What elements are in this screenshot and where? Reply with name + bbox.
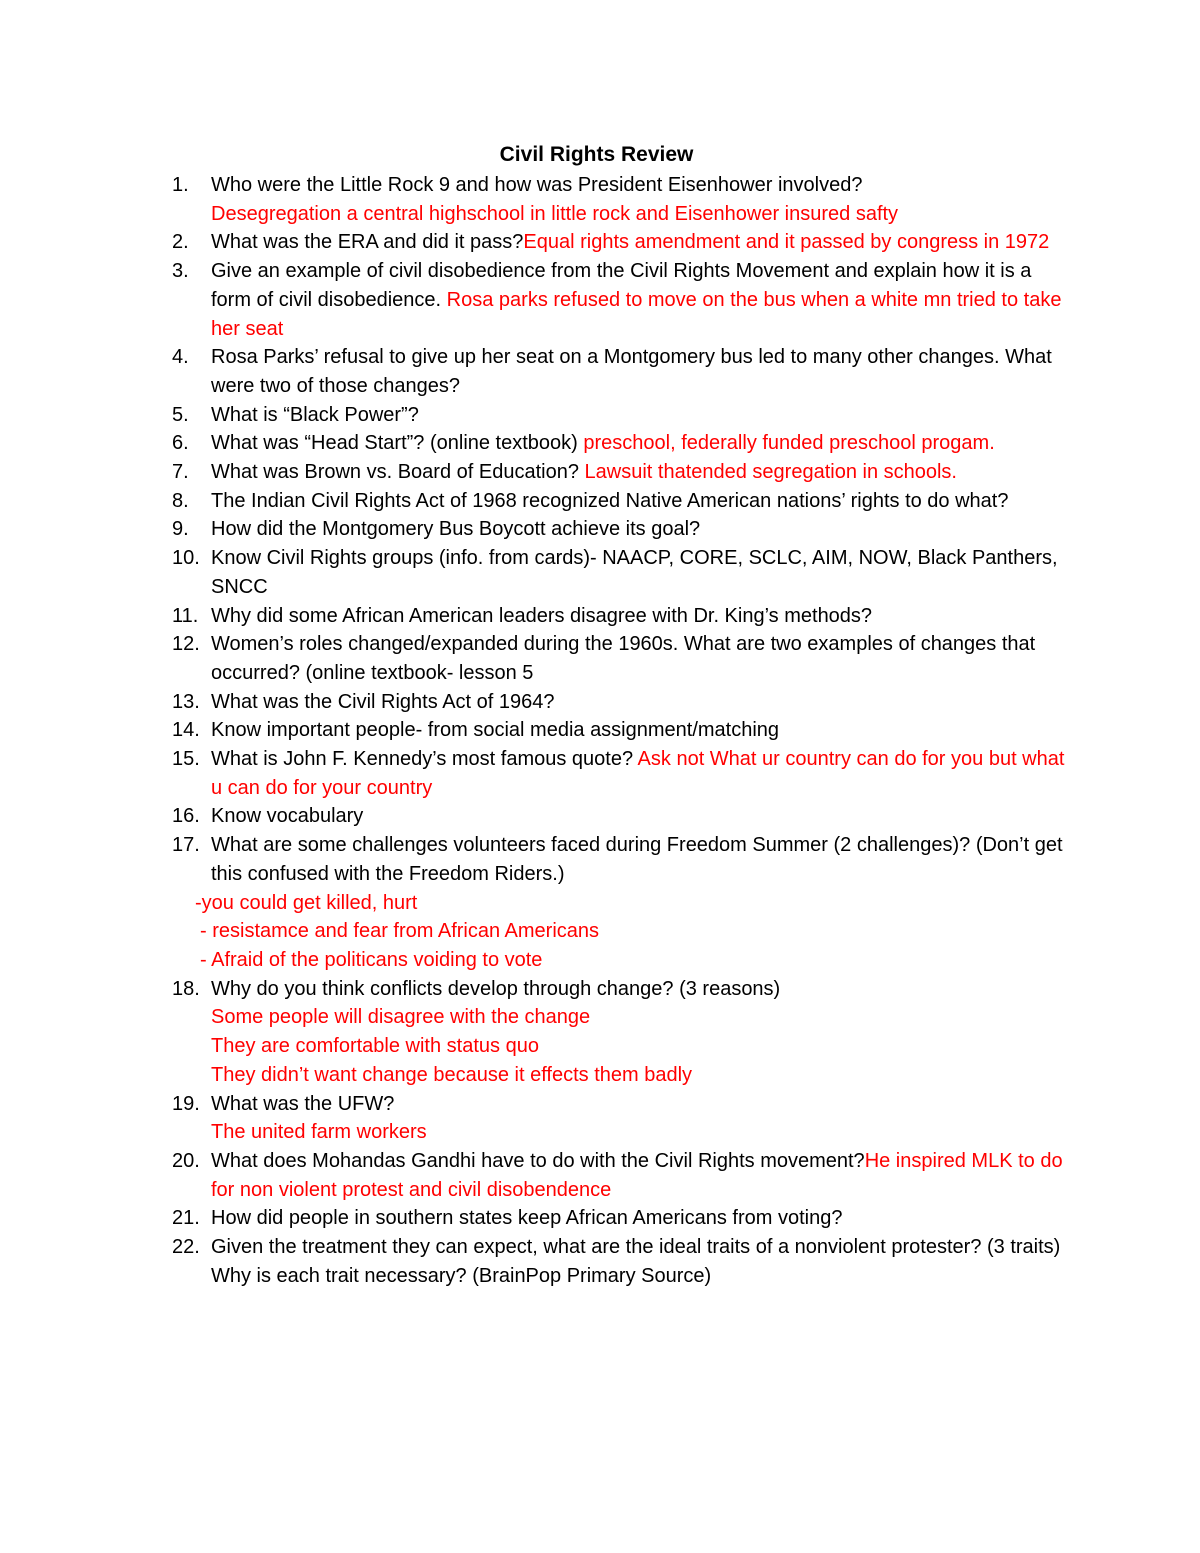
- question-number: 19.: [172, 1092, 200, 1115]
- answer-text: Rosa parks refused to move on the bus when a white mn tried to take her seat: [211, 288, 1062, 340]
- question-text: Women’s roles changed/expanded during the 1960s. What are two examples of changes that occurred? (online textbook- lesson 5: [211, 633, 1036, 684]
- answer-text: Equal rights amendment and it passed by congress in 1972: [523, 231, 1050, 254]
- question-text: Give an example of civil disobedience from the Civil Rights Movement and explain how it is a form of civil disobedience.: [211, 260, 1032, 311]
- question-number: 16.: [172, 805, 200, 828]
- question-text: Why did some African American leaders disagree with Dr. King’s methods?: [211, 604, 873, 627]
- question-item: [172, 688, 1072, 717]
- question-item: [172, 975, 1072, 1090]
- question-number: 6.: [172, 432, 189, 455]
- question-number: 2.: [172, 231, 189, 254]
- document-title: Civil Rights Review: [499, 143, 694, 166]
- question-number: 17.: [172, 834, 200, 857]
- question-text: What are some challenges volunteers faced during Freedom Summer (2 challenges)? (Don’t get this confused with the Freedom Riders.): [211, 834, 1063, 885]
- question-item: [172, 487, 1072, 516]
- question-text: What was the UFW?: [211, 1092, 395, 1115]
- question-item: [172, 343, 1072, 400]
- answer-line: The united farm workers: [211, 1121, 427, 1144]
- question-number: 10.: [172, 547, 200, 570]
- question-number: 18.: [172, 977, 200, 1000]
- question-number: 22.: [172, 1236, 200, 1259]
- question-item: [172, 831, 1072, 975]
- question-text: Who were the Little Rock 9 and how was President Eisenhower involved?: [211, 174, 863, 196]
- question-item: [172, 602, 1072, 631]
- question-item: [172, 1147, 1072, 1204]
- question-number: 21.: [172, 1207, 200, 1230]
- question-text: Know vocabulary: [211, 805, 364, 828]
- question-item: [172, 544, 1072, 601]
- question-list: [172, 171, 1072, 1290]
- question-item: [172, 458, 1072, 487]
- question-number: 14.: [172, 719, 200, 742]
- question-item: [172, 1204, 1072, 1233]
- answer-text: preschool, federally funded preschool progam.: [583, 432, 995, 455]
- question-item: [172, 429, 1072, 458]
- question-item: [172, 228, 1072, 257]
- question-text: How did the Montgomery Bus Boycott achieve its goal?: [211, 518, 701, 541]
- question-item: [172, 630, 1072, 687]
- question-text: Given the treatment they can expect, what are the ideal traits of a nonviolent protester? (3 traits) Why is each trait necessary? (BrainPop Primary Source): [211, 1236, 1061, 1287]
- question-number: 15.: [172, 748, 200, 771]
- question-text: What was “Head Start”? (online textbook): [211, 432, 584, 455]
- answer-line: They are comfortable with status quo: [211, 1035, 539, 1058]
- question-item: [172, 171, 1072, 228]
- question-text: What was the Civil Rights Act of 1964?: [211, 690, 555, 713]
- answer-line: Desegregation a central highschool in little rock and Eisenhower insured safty: [211, 202, 899, 225]
- question-number: 4.: [172, 346, 189, 369]
- question-number: 12.: [172, 633, 200, 656]
- question-text: The Indian Civil Rights Act of 1968 recognized Native American nations’ rights to do what?: [211, 489, 1009, 512]
- question-item: [172, 1233, 1072, 1290]
- question-number: 5.: [172, 403, 189, 426]
- answer-text: Lawsuit thatended segregation in schools.: [584, 461, 957, 484]
- question-number: 11.: [172, 604, 199, 627]
- question-text: Rosa Parks’ refusal to give up her seat on a Montgomery bus led to many other changes. What were two of those changes?: [211, 346, 1052, 397]
- question-item: [172, 401, 1072, 430]
- question-text: What is “Black Power”?: [211, 403, 419, 426]
- question-number: 1.: [172, 174, 189, 196]
- question-text: What does Mohandas Gandhi have to do with the Civil Rights movement?: [211, 1149, 865, 1172]
- question-item: [172, 716, 1072, 745]
- answer-line: - Afraid of the politicans voiding to vote: [200, 948, 543, 971]
- question-number: 20.: [172, 1149, 200, 1172]
- question-text: What was Brown vs. Board of Education?: [211, 461, 585, 484]
- answer-text: He inspired MLK to do for non violent protest and civil disobendence: [211, 1149, 1063, 1201]
- question-item: [172, 515, 1072, 544]
- answer-line: They didn’t want change because it effects them badly: [211, 1063, 693, 1086]
- question-text: Know important people- from social media assignment/matching: [211, 719, 780, 742]
- question-number: 8.: [172, 489, 189, 512]
- question-item: [172, 1090, 1072, 1147]
- answer-line: Some people will disagree with the change: [211, 1006, 591, 1029]
- question-number: 13.: [172, 690, 200, 713]
- question-text: Know Civil Rights groups (info. from cards)- NAACP, CORE, SCLC, AIM, NOW, Black Panthers, SNCC: [211, 547, 1058, 598]
- question-number: 9.: [172, 518, 189, 541]
- question-text: What is John F. Kennedy’s most famous quote?: [211, 748, 638, 771]
- question-text: What was the ERA and did it pass?: [211, 231, 524, 254]
- answer-line: - resistamce and fear from African Americans: [200, 920, 600, 943]
- question-text: How did people in southern states keep African Americans from voting?: [211, 1207, 843, 1230]
- question-item: [172, 257, 1072, 343]
- question-item: [172, 745, 1072, 802]
- question-number: 7.: [172, 461, 189, 484]
- answer-text: Ask not What ur country can do for you but what u can do for your country: [211, 748, 1065, 799]
- question-number: 3.: [172, 260, 189, 283]
- question-text: Why do you think conflicts develop through change? (3 reasons): [211, 977, 781, 1000]
- question-item: [172, 802, 1072, 831]
- answer-line: -you could get killed, hurt: [195, 891, 418, 914]
